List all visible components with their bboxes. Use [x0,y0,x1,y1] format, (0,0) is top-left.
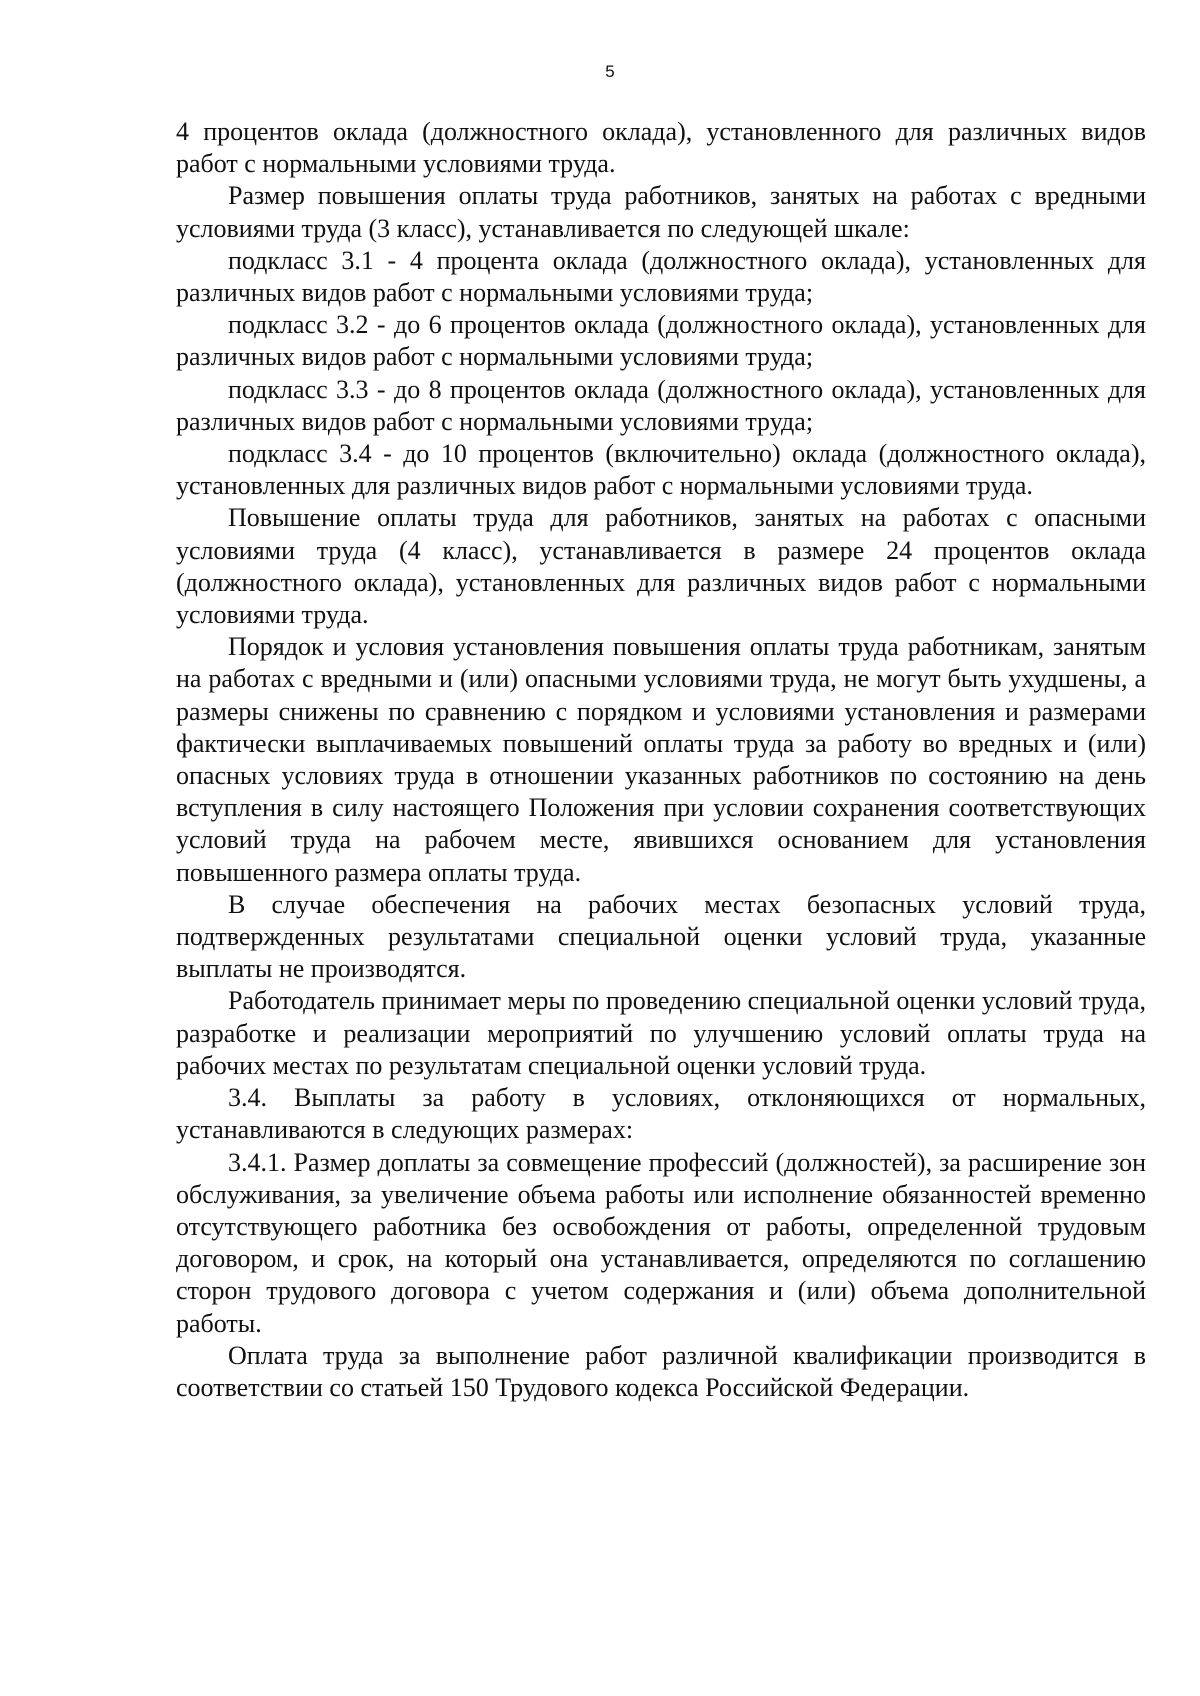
page-number: 5 [605,62,615,81]
list-item-subclass-3-3: подкласс 3.3 - до 8 процентов оклада (должностного оклада), установленных для различных видов работ с нормальными условиями труда; [176,374,1146,436]
paragraph: Повышение оплаты труда для работников, занятых на работах с опасными условиями труда (4 класс), устанавливается в размере 24 процентов оклада (должностного оклада), установленных для различных видов работ с нормальными условиями труда. [176,503,1146,630]
document-body [176,116,1146,1404]
paragraph: Размер повышения оплаты труда работников, занятых на работах с вредными условиями труда (3 класс), устанавливается по следующей шкале: [176,181,1146,243]
list-item-subclass-3-4: подкласс 3.4 - до 10 процентов (включительно) оклада (должностного оклада), установленных для различных видов работ с нормальными условиями труда. [176,439,1146,501]
section-3-4-1: 3.4.1. Размер доплаты за совмещение профессий (должностей), за расширение зон обслуживания, за увеличение объема работы или исполнение обязанностей временно отсутствующего работника без освобождения от работы, определенной трудовым договором, и срок, на который она устанавливается, определяются по соглашению сторон трудового договора с учетом содержания и (или) объема дополнительной работы. [176,1147,1146,1338]
paragraph: Оплата труда за выполнение работ различной квалификации производится в соответствии со статьей 150 Трудового кодекса Российской Федерации. [176,1340,1146,1402]
list-item-subclass-3-2: подкласс 3.2 - до 6 процентов оклада (должностного оклада), установленных для различных видов работ с нормальными условиями труда; [176,310,1146,372]
paragraph: Работодатель принимает меры по проведению специальной оценки условий труда, разработке и реализации мероприятий по улучшению условий оплаты труда на рабочих местах по результатам специальной оценки условий труда. [176,986,1146,1080]
paragraph: В случае обеспечения на рабочих местах безопасных условий труда, подтвержденных результатами специальной оценки условий труда, указанные выплаты не производятся. [176,889,1146,984]
paragraph: 4 процентов оклада (должностного оклада), установленного для различных видов работ с нормальными условиями труда. [176,117,1146,179]
section-heading-3-4: 3.4. Выплаты за работу в условиях, отклоняющихся от нормальных, устанавливаются в следующих размерах: [176,1083,1146,1145]
paragraph: Порядок и условия установления повышения оплаты труда работникам, занятым на работах с вредными и (или) опасными условиями труда, не могут быть ухудшены, а размеры снижены по сравнению с порядком и условиями установления и размерами фактически выплачиваемых повышений оплаты труда за работу во вредных и (или) опасных условиях труда в отношении указанных работников по состоянию на день вступления в силу настоящего Положения при условии сохранения соответствующих условий труда на рабочем месте, явившихся основанием для установления повышенного размера оплаты труда. [176,632,1146,887]
list-item-subclass-3-1: подкласс 3.1 - 4 процента оклада (должностного оклада), установленных для различных видов работ с нормальными условиями труда; [176,245,1146,308]
